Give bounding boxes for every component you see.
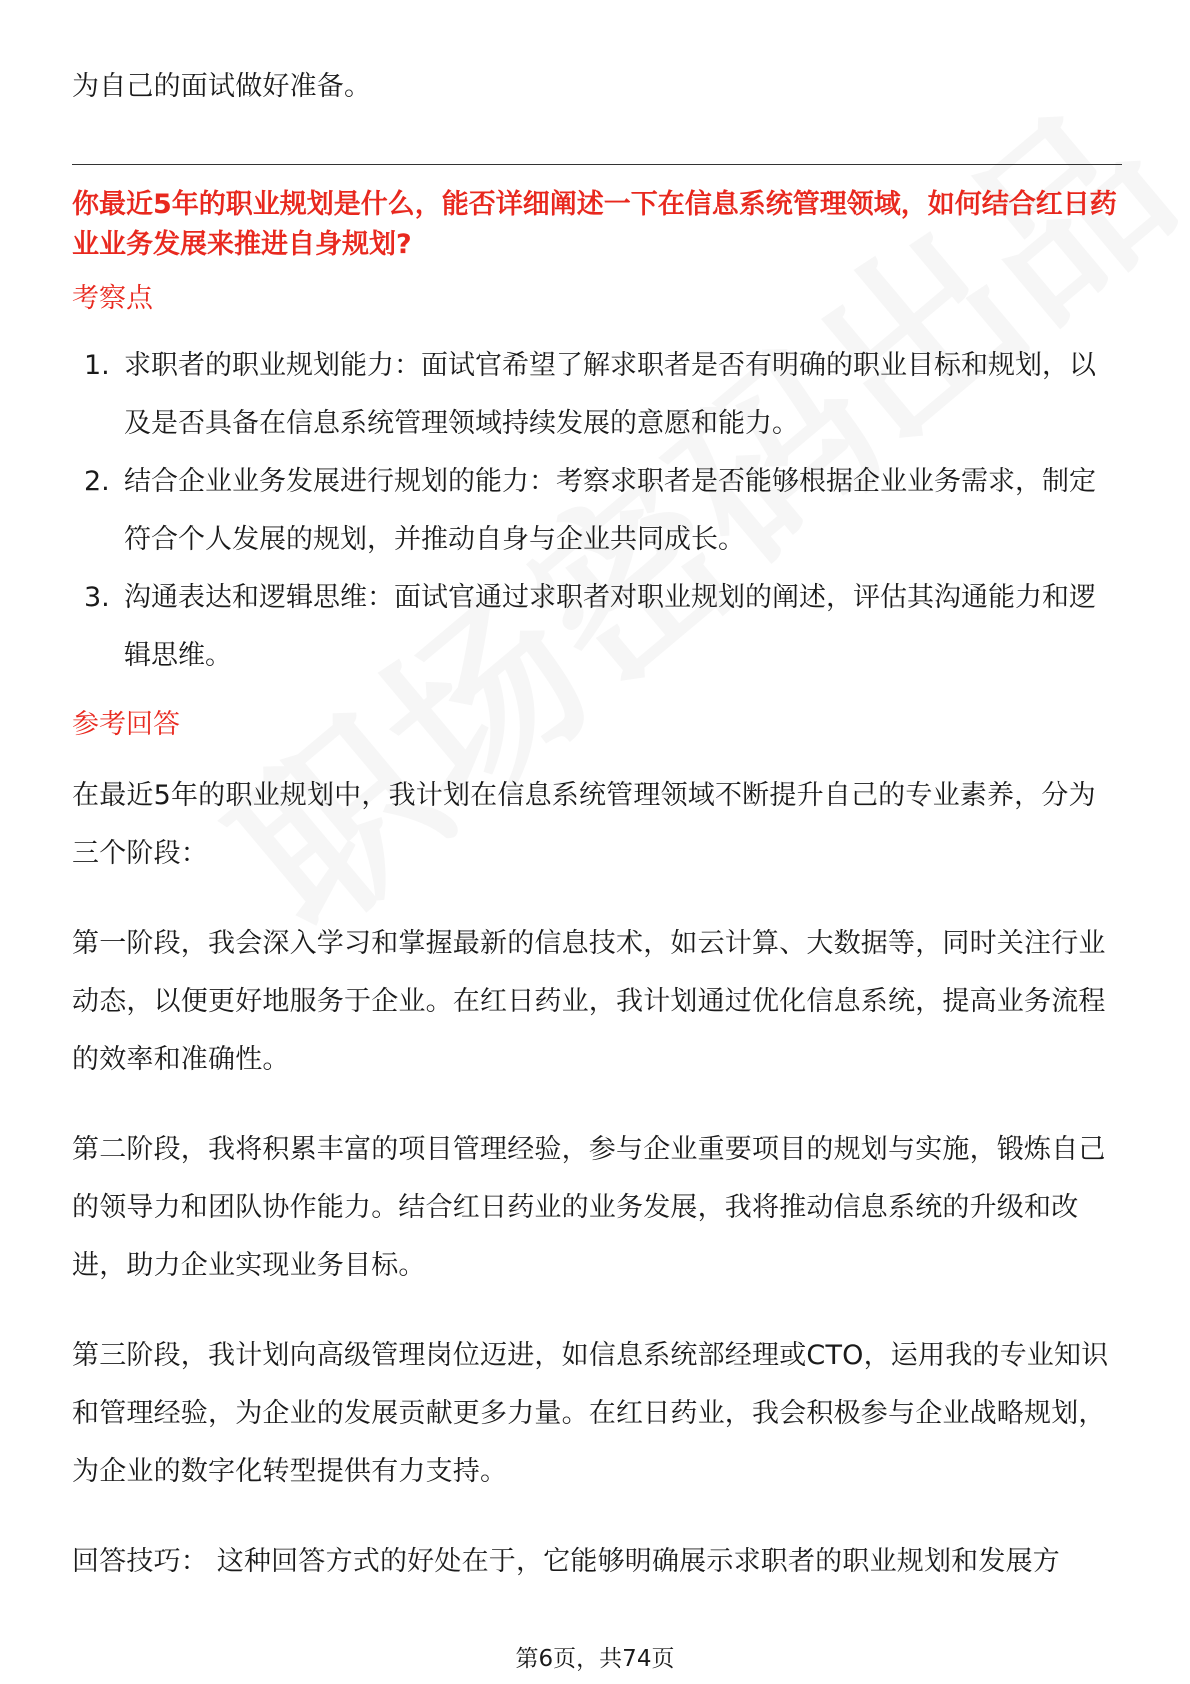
exam-point-item (72, 337, 1122, 453)
intro-line: 为自己的面试做好准备。 (72, 71, 372, 102)
page-footer: 第6页，共74页 (515, 1646, 675, 1672)
exam-point-item (72, 453, 1122, 569)
exam-point-text: 求职者的职业规划能力：面试官希望了解求职者是否有明确的职业目标和规划，以及是否具备在信息系统管理领域持续发展的意愿和能力。 (124, 350, 1096, 439)
exam-points-label: 考察点 (72, 283, 153, 314)
question-heading: 你最近5年的职业规划是什么，能否详细阐述一下在信息系统管理领域，如何结合红日药业业务发展来推进自身规划? (72, 189, 1117, 260)
section-divider (72, 164, 1122, 165)
document-page (72, 58, 1122, 1591)
exam-point-number: 1. (84, 350, 110, 381)
answer-paragraph: 第一阶段，我会深入学习和掌握最新的信息技术，如云计算、大数据等，同时关注行业动态，以便更好地服务于企业。在红日药业，我计划通过优化信息系统，提高业务流程的效率和准确性。 (72, 928, 1106, 1075)
answer-paragraph: 在最近5年的职业规划中，我计划在信息系统管理领域不断提升自己的专业素养，分为三个阶段： (72, 780, 1096, 869)
exam-point-number: 3. (84, 582, 110, 613)
answer-paragraph: 第二阶段，我将积累丰富的项目管理经验，参与企业重要项目的规划与实施，锻炼自己的领导力和团队协作能力。结合红日药业的业务发展，我将推动信息系统的升级和改进，助力企业实现业务目标。 (72, 1134, 1106, 1281)
answer-paragraph: 第三阶段，我计划向高级管理岗位迈进，如信息系统部经理或CTO，运用我的专业知识和管理经验，为企业的发展贡献更多力量。在红日药业，我会积极参与企业战略规划，为企业的数字化转型提供有力支持。 (72, 1340, 1109, 1487)
exam-point-text: 沟通表达和逻辑思维：面试官通过求职者对职业规划的阐述，评估其沟通能力和逻辑思维。 (124, 582, 1096, 671)
exam-points-list (72, 337, 1122, 685)
answer-tip-paragraph: 回答技巧： 这种回答方式的好处在于，它能够明确展示求职者的职业规划和发展方 (72, 1546, 1060, 1577)
answer-label: 参考回答 (72, 709, 180, 740)
exam-point-number: 2. (84, 466, 110, 497)
exam-point-item (72, 569, 1122, 685)
exam-point-text: 结合企业业务发展进行规划的能力：考察求职者是否能够根据企业业务需求，制定符合个人发展的规划，并推动自身与企业共同成长。 (124, 466, 1096, 555)
